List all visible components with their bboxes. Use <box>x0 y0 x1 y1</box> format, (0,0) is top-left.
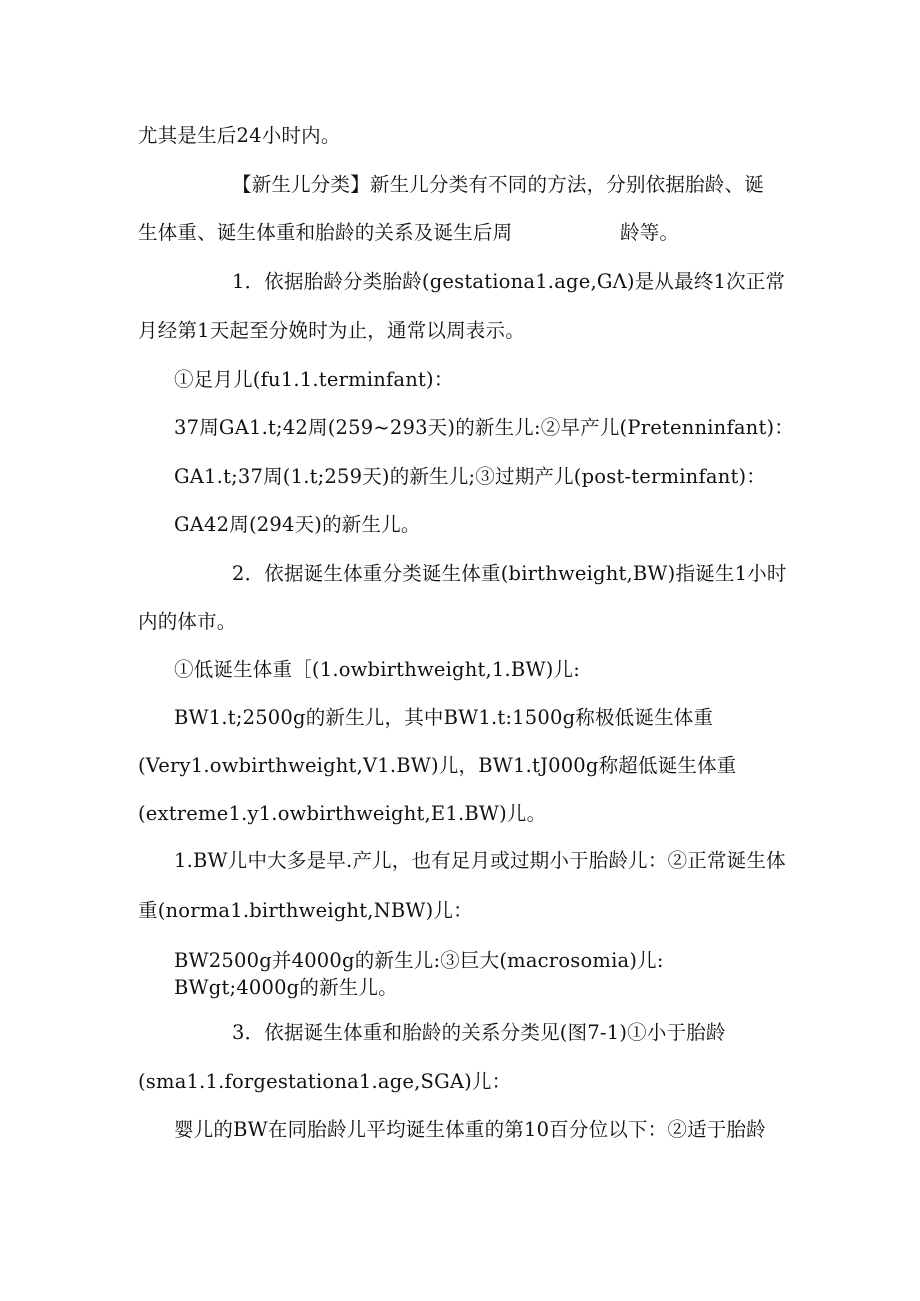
text-line-19: BWgt;4000g的新生儿。 <box>174 976 398 999</box>
text-line-4: 1．依据胎龄分类胎龄(gestationa1.age,GΛ)是从最终1次正常 <box>232 270 786 293</box>
text-line-14: (Very1.owbirthweight,V1.BW)儿，BW1.tJ000g称超低诞生体重 <box>138 754 737 777</box>
text-line-10: 2．依据诞生体重分类诞生体重(birthweight,BW)指诞生1小时 <box>232 562 787 585</box>
text-line-22: 婴儿的BW在同胎龄儿平均诞生体重的第10百分位以下：②适于胎龄 <box>174 1118 766 1141</box>
text-line-9: GA42周(294天)的新生儿。 <box>174 513 421 536</box>
text-line-5: 月经第1天起至分娩时为止，通常以周表示。 <box>138 319 525 342</box>
text-line-1: 尤其是生后24小时内。 <box>138 124 341 147</box>
text-line-8: GA1.t;37周(1.t;259天)的新生儿;③过期产儿(post-terminfant)： <box>174 465 766 488</box>
text-line-3-tail: 龄等。 <box>620 221 680 244</box>
text-line-7: 37周GA1.t;42周(259~293天)的新生儿:②早产儿(Pretenninfant)： <box>174 416 794 439</box>
text-line-11: 内的体市。 <box>138 610 237 633</box>
text-line-18: BW2500g并4000g的新生儿:③巨大(macrosomia)儿: <box>174 949 664 972</box>
text-line-13: BW1.t;2500g的新生儿，其中BW1.t:1500g称极低诞生体重 <box>174 706 714 729</box>
text-line-16: 1.BW儿中大多是早.产儿，也有足月或过期小于胎龄儿：②正常诞生体 <box>174 849 786 872</box>
text-line-2: 【新生儿分类】新生儿分类有不同的方法，分别依据胎龄、诞 <box>232 173 764 196</box>
text-line-20: 3．依据诞生体重和胎龄的关系分类见(图7-1)①小于胎龄 <box>232 1021 726 1044</box>
text-line-21: (sma1.1.forgestationa1.age,SGA)儿： <box>138 1070 512 1093</box>
text-line-3: 生体重、诞生体重和胎龄的关系及诞生后周 <box>138 221 513 244</box>
text-line-17: 重(norma1.birthweight,NBW)儿： <box>138 899 473 922</box>
text-line-15: (extreme1.y1.owbirthweight,E1.BW)儿。 <box>138 802 547 825</box>
text-line-12: ①低诞生体重［(1.owbirthweight,1.BW)儿: <box>174 658 580 681</box>
text-line-6: ①足月儿(fu1.1.terminfant)： <box>174 368 454 391</box>
